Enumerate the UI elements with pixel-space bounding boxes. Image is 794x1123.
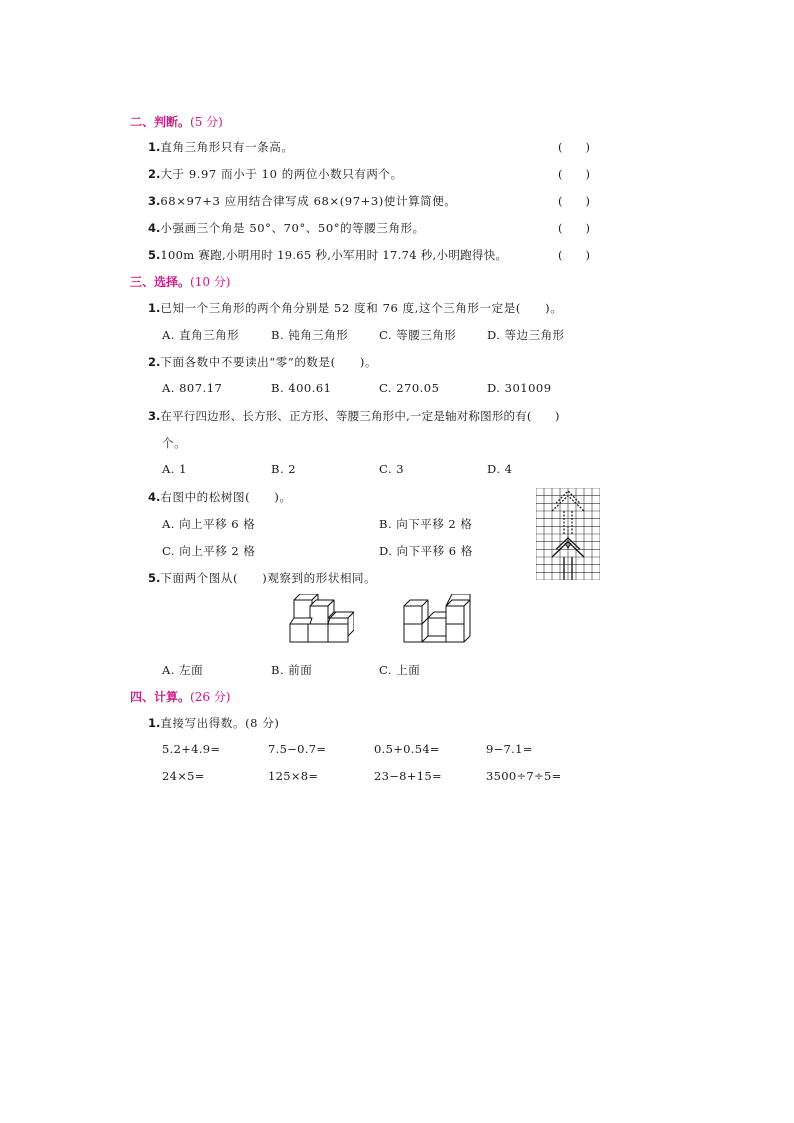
choice-q4-option-a[interactable]: A. 向上平移 6 格	[162, 517, 256, 531]
item-text: 大于 9.97 而小于 10 的两位小数只有两个。	[160, 167, 403, 181]
item-number: 3.	[148, 409, 161, 423]
calc-expression[interactable]: 125×8=	[268, 769, 319, 783]
judge-item-4	[148, 220, 425, 236]
choice-q4-option-d[interactable]: D. 向下平移 6 格	[379, 544, 473, 558]
choice-q1-option-b[interactable]: B. 钝角三角形	[271, 328, 349, 342]
calc-expression[interactable]: 9−7.1=	[486, 742, 533, 756]
item-number: 3.	[148, 194, 161, 208]
choice-q2-option-d[interactable]: D. 301009	[487, 381, 552, 395]
answer-paren[interactable]: ( )	[558, 248, 590, 262]
judge-item-2	[148, 166, 403, 182]
item-text: 直角三角形只有一条高。	[160, 140, 294, 154]
choice-q5	[148, 570, 376, 586]
section-2-title	[130, 113, 223, 130]
section-4-title	[130, 688, 230, 705]
answer-paren[interactable]: ( )	[558, 140, 590, 154]
section-3-points: (10 分)	[190, 275, 231, 289]
item-number: 5.	[148, 571, 161, 585]
section-3-title-text: 三、选择。	[130, 275, 191, 289]
cube-figure-right	[402, 594, 474, 648]
choice-q2-option-c[interactable]: C. 270.05	[379, 381, 440, 395]
item-number: 1.	[148, 716, 161, 730]
choice-q2	[148, 354, 377, 370]
choice-q3	[148, 408, 560, 424]
item-number: 1.	[148, 301, 161, 315]
judge-item-5	[148, 247, 507, 263]
item-text: 68×97+3 应用结合律写成 68×(97+3)使计算简便。	[160, 194, 457, 208]
answer-paren[interactable]: ( )	[558, 221, 590, 235]
item-text: 下面两个图从( )观察到的形状相同。	[160, 571, 377, 585]
answer-paren[interactable]: ( )	[558, 167, 590, 181]
choice-q1-option-d[interactable]: D. 等边三角形	[487, 328, 565, 342]
choice-q5-option-b[interactable]: B. 前面	[271, 663, 313, 677]
judge-item-1	[148, 139, 293, 155]
calc-expression[interactable]: 5.2+4.9=	[162, 742, 221, 756]
section-2-points: (5 分)	[190, 115, 223, 129]
section-3-title	[130, 273, 230, 290]
calc-expression[interactable]: 0.5+0.54=	[374, 742, 440, 756]
choice-q1-option-a[interactable]: A. 直角三角形	[162, 328, 240, 342]
calc-expression[interactable]: 23−8+15=	[374, 769, 442, 783]
item-text: 已知一个三角形的两个角分别是 52 度和 76 度,这个三角形一定是( )。	[160, 301, 563, 315]
pine-tree-grid-figure	[536, 488, 600, 580]
calc-q1	[148, 715, 280, 731]
choice-q5-option-c[interactable]: C. 上面	[379, 663, 421, 677]
item-number: 2.	[148, 167, 161, 181]
calc-expression[interactable]: 3500÷7÷5=	[486, 769, 562, 783]
choice-q3-continuation: 个。	[162, 436, 187, 450]
choice-q1-option-c[interactable]: C. 等腰三角形	[379, 328, 457, 342]
choice-q3-option-a[interactable]: A. 1	[162, 462, 187, 476]
section-2-title-text: 二、判断。	[130, 115, 191, 129]
calc-expression[interactable]: 7.5−0.7=	[268, 742, 327, 756]
item-text: 在平行四边形、长方形、正方形、等腰三角形中,一定是轴对称图形的有( )	[160, 409, 560, 423]
item-number: 2.	[148, 355, 161, 369]
choice-q2-option-a[interactable]: A. 807.17	[162, 381, 223, 395]
choice-q4-option-c[interactable]: C. 向上平移 2 格	[162, 544, 256, 558]
choice-q3-option-d[interactable]: D. 4	[487, 462, 513, 476]
answer-paren[interactable]: ( )	[558, 194, 590, 208]
section-4-points: (26 分)	[190, 690, 231, 704]
item-number: 4.	[148, 490, 161, 504]
cube-figure-left	[288, 594, 354, 648]
item-text: 下面各数中不要读出“零”的数是( )。	[160, 355, 378, 369]
item-number: 5.	[148, 248, 161, 262]
choice-q1	[148, 300, 562, 316]
calc-expression[interactable]: 24×5=	[162, 769, 205, 783]
section-4-title-text: 四、计算。	[130, 690, 191, 704]
item-text: 直接写出得数。(8 分)	[160, 716, 280, 730]
item-number: 4.	[148, 221, 161, 235]
item-text: 右图中的松树图( )。	[160, 490, 292, 504]
choice-q3-option-b[interactable]: B. 2	[271, 462, 297, 476]
judge-item-3	[148, 193, 456, 209]
choice-q3-option-c[interactable]: C. 3	[379, 462, 405, 476]
choice-q4	[148, 489, 292, 505]
choice-q2-option-b[interactable]: B. 400.61	[271, 381, 332, 395]
item-text: 小强画三个角是 50°、70°、50°的等腰三角形。	[160, 221, 425, 235]
item-number: 1.	[148, 140, 161, 154]
choice-q4-option-b[interactable]: B. 向下平移 2 格	[379, 517, 473, 531]
item-text: 100m 赛跑,小明用时 19.65 秒,小军用时 17.74 秒,小明跑得快。	[160, 248, 508, 262]
choice-q5-option-a[interactable]: A. 左面	[162, 663, 204, 677]
